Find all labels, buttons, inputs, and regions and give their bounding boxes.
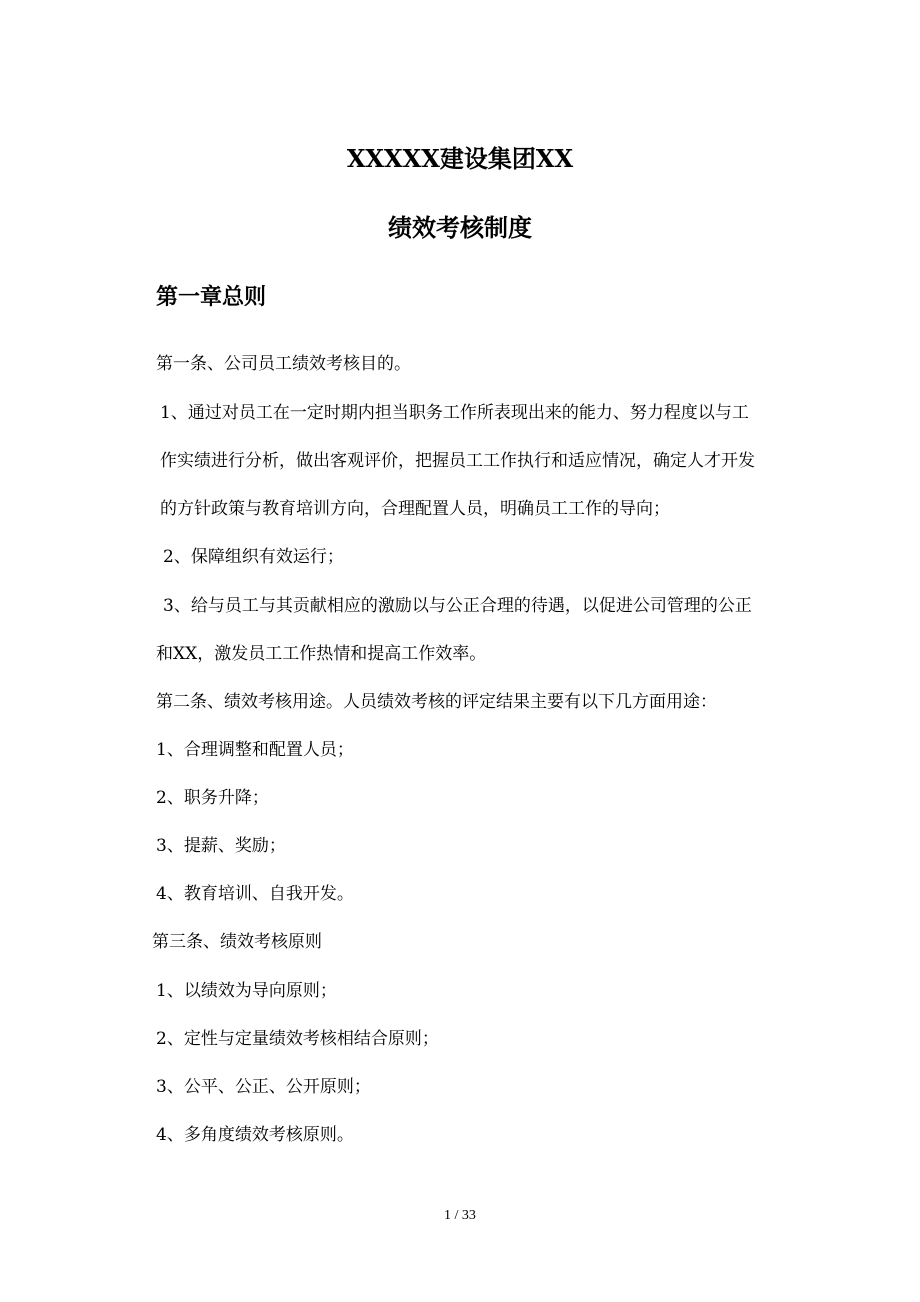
article-3-item-4: 4、多角度绩效考核原则。 [156,1125,354,1145]
article-1-item-1-line-1: 1、通过对员工在一定时期内担当职务工作所表现出来的能力、努力程度以与工 [160,403,749,423]
article-3-heading: 第三条、绩效考核原则 [152,932,322,952]
chapter-heading: 第一章总则 [156,284,267,310]
article-1-item-3-line-2: 和XX，激发员工工作热情和提高工作效率。 [156,644,487,664]
article-1-item-1-line-3: 的方针政策与教育培训方向，合理配置人员，明确员工工作的导向； [160,499,670,519]
article-2-item-2: 2、职务升降； [156,788,269,808]
article-1-item-1-line-2: 作实绩进行分析，做出客观评价，把握员工工作执行和适应情况，确定人才开发 [160,451,755,471]
article-2-item-3: 3、提薪、奖励； [156,836,286,856]
article-2-item-4: 4、教育培训、自我开发。 [156,884,354,904]
article-2-heading: 第二条、绩效考核用途。人员绩效考核的评定结果主要有以下几方面用途： [156,692,717,712]
article-3-item-3: 3、公平、公正、公开原则； [156,1077,371,1097]
page-number: 1 / 33 [444,1208,476,1223]
article-3-item-2: 2、定性与定量绩效考核相结合原则； [156,1029,439,1049]
article-3-item-1: 1、以绩效为导向原则； [156,981,337,1001]
article-1-heading: 第一条、公司员工绩效考核目的。 [156,354,411,374]
article-1-item-3-line-1: 3、给与员工与其贡献相应的激励以与公正合理的待遇，以促进公司管理的公正 [163,596,752,616]
article-2-item-1: 1、合理调整和配置人员； [156,740,354,760]
document-title: XXXXX建设集团XX [346,144,574,173]
document-subtitle: 绩效考核制度 [388,213,532,242]
article-1-item-2: 2、保障组织有效运行； [163,547,344,567]
